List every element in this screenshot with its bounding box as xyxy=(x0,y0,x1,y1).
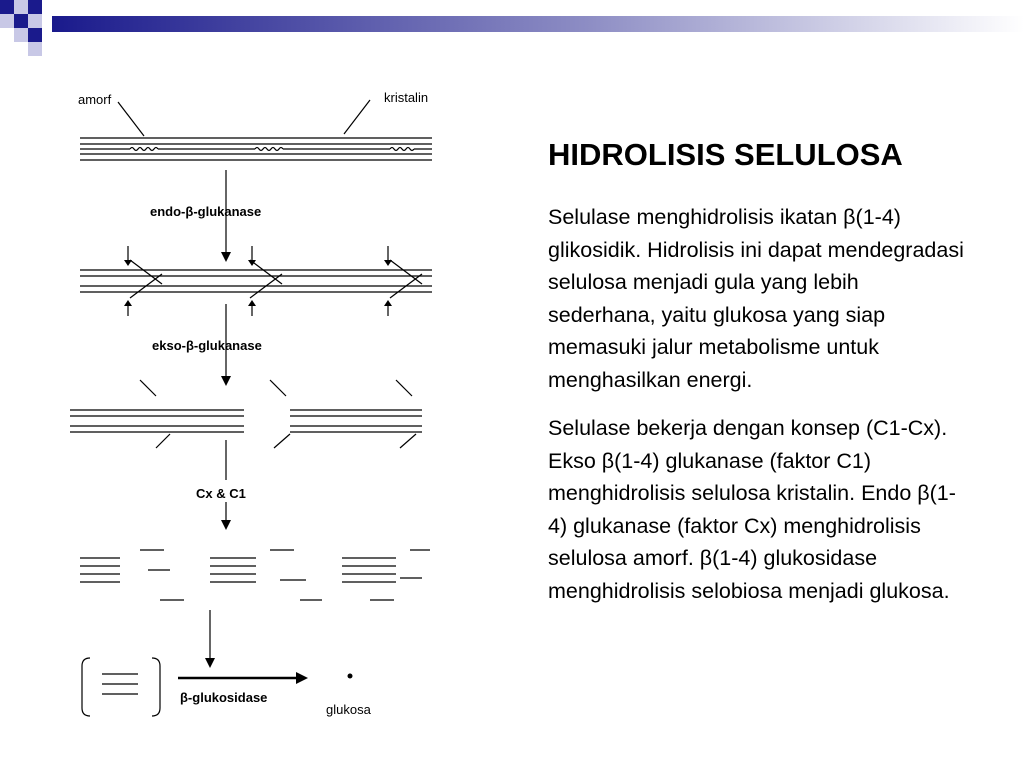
label-amorf: amorf xyxy=(78,92,112,107)
slide-title: HIDROLISIS SELULOSA xyxy=(548,137,903,172)
cellulose-fibre-stage2 xyxy=(80,246,432,316)
slide-body xyxy=(548,201,968,623)
header-banner xyxy=(0,0,1024,62)
cellobiose-bracket xyxy=(82,658,160,716)
cellulose-hydrolysis-diagram xyxy=(60,80,460,730)
paragraph-1: Selulase menghidrolisis ikatan β(1-4) glikosidik. Hidrolisis ini dapat mendegradasi selulosa menjadi gula yang lebih sederhana, yaitu glukosa yang siap memasuki jalur metabolisme untuk menghasilkan energi. xyxy=(548,205,964,392)
cellulose-fibre-stage3 xyxy=(70,380,422,448)
header-gradient-bar xyxy=(52,16,1024,32)
cellulose-fibre-stage1 xyxy=(80,138,432,160)
label-kristalin: kristalin xyxy=(384,90,429,105)
arrowheads xyxy=(124,252,392,684)
label-glukosidase: β-glukosidase xyxy=(180,690,268,705)
amorf-pointer xyxy=(118,102,144,136)
label-cx-c1: Cx & C1 xyxy=(196,486,246,501)
label-ekso-glukanase: ekso-β-glukanase xyxy=(152,338,262,353)
kristalin-pointer xyxy=(344,100,370,134)
label-endo-glukanase: endo-β-glukanase xyxy=(150,204,262,219)
header-squares-decoration xyxy=(0,0,42,56)
cellulose-fragments-stage4 xyxy=(80,550,430,600)
label-glukosa: glukosa xyxy=(326,702,371,717)
paragraph-2: Selulase bekerja dengan konsep (C1-Cx). Ekso β(1-4) glukanase (faktor C1) menghidrolisis selulosa kristalin. Endo β(1-4) glukanase (faktor Cx) menghidrolisis selulosa amorf. β(1-4) glukosidase menghidrolisis selobiosa menjadi glukosa. xyxy=(548,416,956,603)
